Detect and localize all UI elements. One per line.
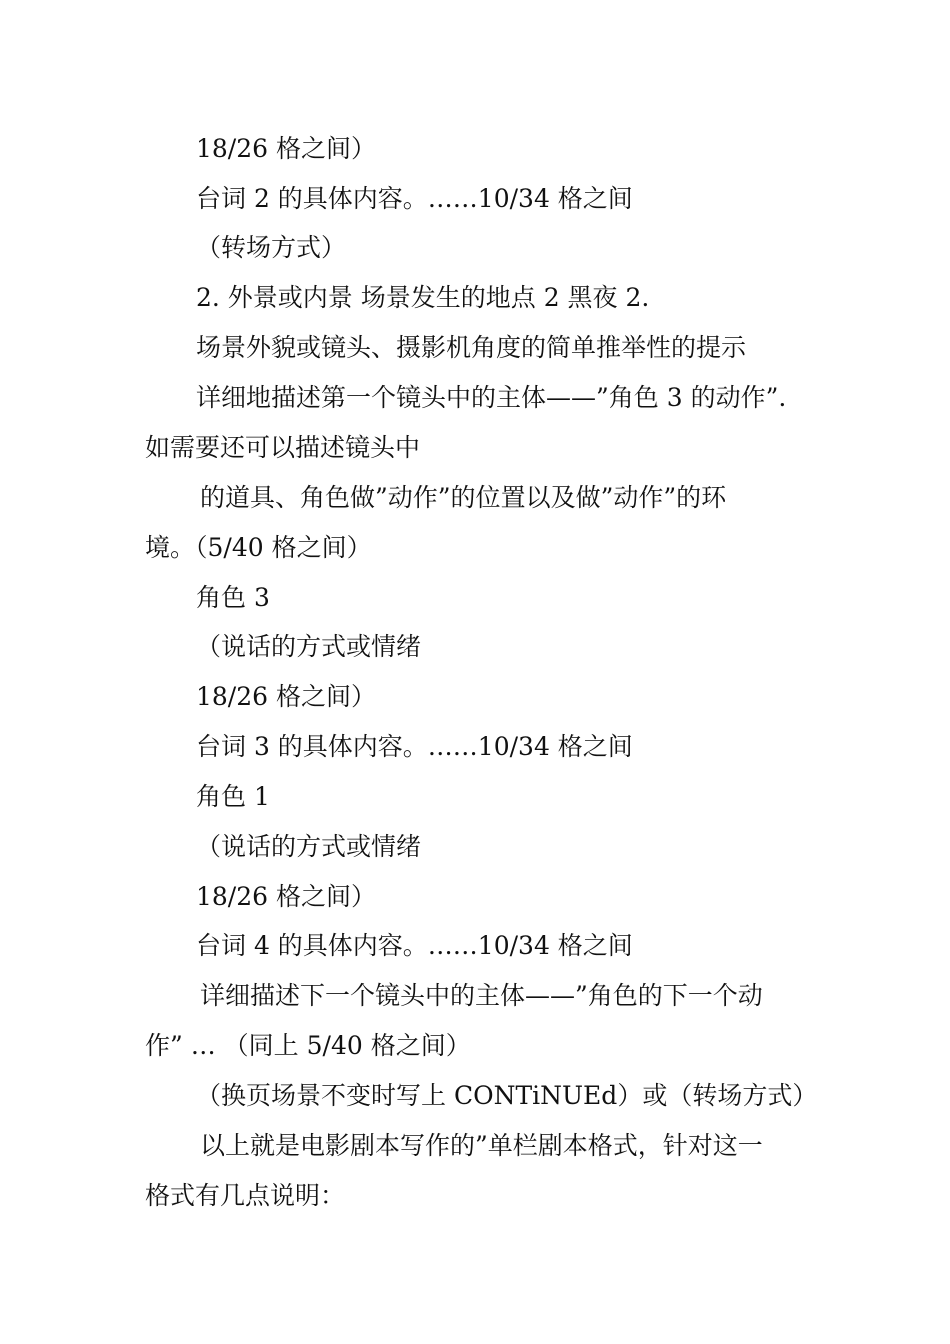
text-line: 18/26 格之间） — [196, 682, 376, 711]
text-line: （转场方式） — [196, 233, 347, 262]
text-line: 台词 3 的具体内容。……10/34 格之间 — [196, 732, 633, 761]
text-line: 场景外貌或镜头、摄影机角度的简单推举性的提示 — [196, 333, 747, 362]
text-line: 境。（5/40 格之间） — [145, 533, 372, 562]
text-line: 台词 2 的具体内容。……10/34 格之间 — [196, 184, 633, 213]
text-line: 台词 4 的具体内容。……10/34 格之间 — [196, 931, 633, 960]
text-line: （说话的方式或情绪 — [196, 632, 422, 661]
text-line: 详细地描述第一个镜头中的主体——”角色 3 的动作”. — [196, 383, 787, 412]
text-line: 以上就是电影剧本写作的”单栏剧本格式，针对这一 — [200, 1131, 763, 1160]
text-line: （换页场景不变时写上 CONTiNUEd）或（转场方式） — [196, 1081, 818, 1110]
text-line: （说话的方式或情绪 — [196, 832, 422, 861]
text-line: 18/26 格之间） — [196, 134, 376, 163]
text-line: 格式有几点说明： — [145, 1181, 346, 1210]
text-line: 18/26 格之间） — [196, 882, 376, 911]
text-line: 2. 外景或内景 场景发生的地点 2 黑夜 2. — [196, 283, 650, 312]
text-line: 角色 3 — [196, 583, 270, 612]
text-line: 详细描述下一个镜头中的主体——”角色的下一个动 — [200, 981, 763, 1010]
text-line: 的道具、角色做”动作”的位置以及做”动作”的环 — [200, 483, 727, 512]
text-line: 角色 1 — [196, 782, 270, 811]
text-line: 作” … （同上 5/40 格之间） — [145, 1031, 471, 1060]
text-line: 如需要还可以描述镜头中 — [145, 433, 421, 462]
